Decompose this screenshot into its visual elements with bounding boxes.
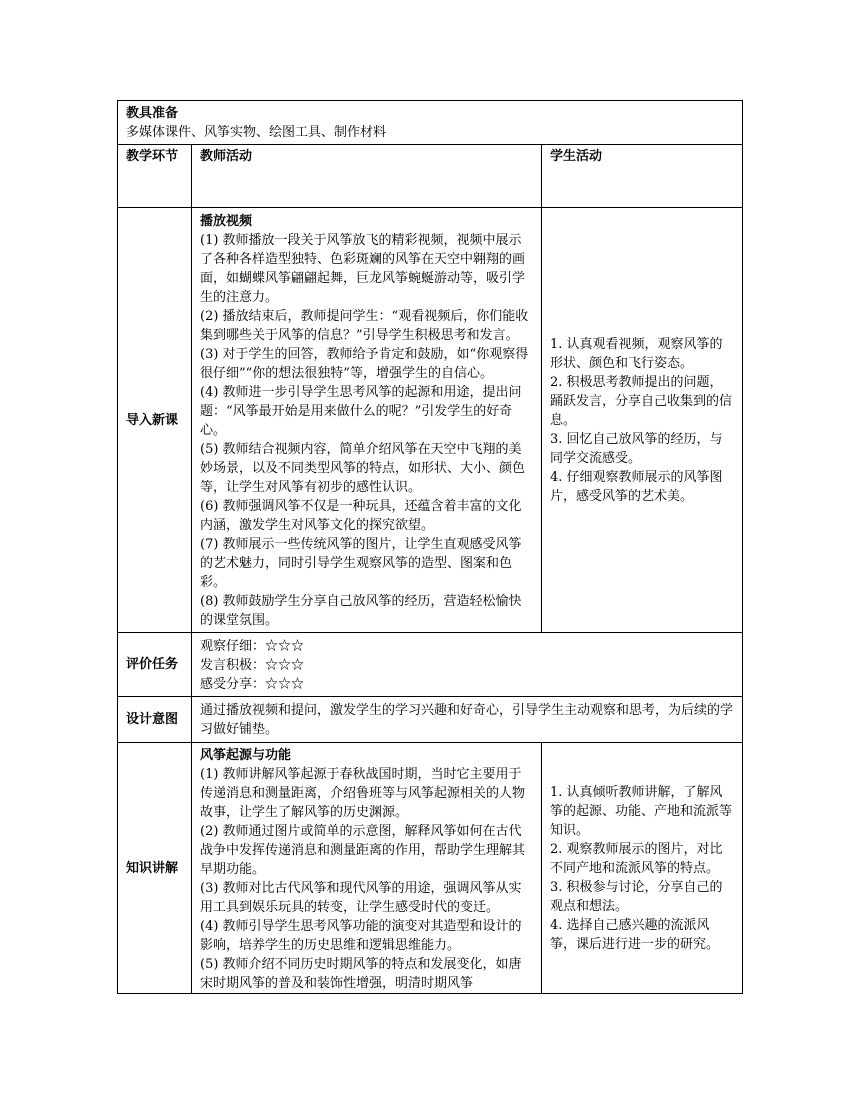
knowledge-student-item: 3. 积极参与讨论，分享自己的观点和想法。 — [550, 879, 723, 914]
prep-content: 多媒体课件、风筝实物、绘图工具、制作材料 — [126, 125, 387, 140]
knowledge-teacher-item: (3) 教师对比古代风筝和现代风筝的用途，强调风筝从实用工具到娱乐玩具的转变，让学生感受时代的变迁。 — [200, 881, 522, 915]
knowledge-teacher-item: (1) 教师讲解风筝起源于春秋战国时期，当时它主要用于传递消息和测量距离，介绍鲁班等与风筝起源相关的人物故事，让学生了解风筝的历史渊源。 — [200, 767, 526, 820]
intro-teacher-item: (4) 教师进一步引导学生思考风筝的起源和用途，提出问题：“风筝最开始是用来做什么的呢？”引发学生的好奇心。 — [200, 385, 522, 438]
design-content: 通过播放视频和提问，激发学生的学习兴趣和好奇心，引导学生主动观察和思考，为后续的学习做好铺垫。 — [192, 697, 743, 743]
knowledge-teacher-cell — [192, 743, 542, 994]
design-label: 设计意图 — [118, 697, 192, 743]
intro-teacher-item: (1) 教师播放一段关于风筝放飞的精彩视频，视频中展示了各种各样造型独特、色彩斑斓的风筝在天空中翱翔的画面，如蝴蝶风筝翩翩起舞，巨龙风筝蜿蜒游动等，吸引学生的注意力。 — [200, 233, 526, 305]
design-row — [118, 697, 743, 743]
intro-title: 播放视频 — [200, 214, 253, 229]
intro-teacher-item: (7) 教师展示一些传统风筝的图片，让学生直观感受风筝的艺术魅力，同时引导学生观察风筝的造型、图案和色彩。 — [200, 537, 522, 590]
knowledge-student-item: 2. 观察教师展示的图片，对比不同产地和流派风筝的特点。 — [550, 841, 723, 876]
prep-row — [118, 101, 743, 145]
evaluation-cell — [192, 633, 743, 697]
knowledge-teacher-item: (4) 教师引导学生思考风筝功能的演变对其造型和设计的影响，培养学生的历史思维和逻辑思维能力。 — [200, 919, 522, 953]
intro-teacher-item: (5) 教师结合视频内容，简单介绍风筝在天空中飞翔的美妙场景，以及不同类型风筝的特点，如形状、大小、颜色等，让学生对风筝有初步的感性认识。 — [200, 442, 526, 495]
intro-student-item: 1. 认真观看视频，观察风筝的形状、颜色和飞行姿态。 — [550, 336, 723, 371]
intro-teacher-cell — [192, 208, 542, 633]
knowledge-student-cell — [542, 743, 743, 994]
intro-teacher-item: (8) 教师鼓励学生分享自己放风筝的经历，营造轻松愉快的课堂氛围。 — [200, 594, 522, 628]
header-student: 学生活动 — [542, 145, 743, 208]
knowledge-teacher-item: (2) 教师通过图片或简单的示意图，解释风筝如何在古代战争中发挥传递消息和测量距离的作用，帮助学生理解其早期功能。 — [200, 824, 526, 877]
intro-teacher-item: (3) 对于学生的回答，教师给予肯定和鼓励，如“你观察得很仔细”“你的想法很独特”等，增强学生的自信心。 — [200, 347, 529, 381]
header-row — [118, 145, 743, 208]
knowledge-student-item: 4. 选择自己感兴趣的流派风筝，课后进行进一步的研究。 — [550, 917, 720, 952]
intro-student-item: 4. 仔细观察教师展示的风筝图片，感受风筝的艺术美。 — [550, 469, 723, 504]
evaluation-item: 感受分享：☆☆☆ — [200, 677, 305, 692]
intro-student-item: 2. 积极思考教师提出的问题，踊跃发言，分享自己收集到的信息。 — [550, 374, 733, 428]
evaluation-row — [118, 633, 743, 697]
evaluation-item: 观察仔细：☆☆☆ — [200, 639, 305, 654]
knowledge-teacher-item: (5) 教师介绍不同历史时期风筝的特点和发展变化，如唐宋时期风筝的普及和装饰性增强，明清时期风筝 — [200, 957, 522, 991]
knowledge-student-item: 1. 认真倾听教师讲解，了解风筝的起源、功能、产地和流派等知识。 — [550, 784, 733, 838]
intro-teacher-item: (2) 播放结束后，教师提问学生：“观看视频后，你们能收集到哪些关于风筝的信息？”引导学生积极思考和发言。 — [200, 309, 529, 343]
prep-cell — [118, 101, 743, 145]
intro-student-item: 3. 回忆自己放风筝的经历，与同学交流感受。 — [550, 431, 723, 466]
knowledge-row — [118, 743, 743, 994]
evaluation-item: 发言积极：☆☆☆ — [200, 658, 305, 673]
evaluation-label: 评价任务 — [118, 633, 192, 697]
intro-row — [118, 208, 743, 633]
knowledge-title: 风筝起源与功能 — [200, 748, 292, 763]
header-teacher: 教师活动 — [192, 145, 542, 208]
intro-student-cell — [542, 208, 743, 633]
header-stage: 教学环节 — [118, 145, 192, 208]
intro-teacher-item: (6) 教师强调风筝不仅是一种玩具，还蕴含着丰富的文化内涵，激发学生对风筝文化的探究欲望。 — [200, 499, 522, 533]
lesson-plan-table — [117, 100, 743, 994]
intro-label: 导入新课 — [118, 208, 192, 633]
prep-title: 教具准备 — [126, 106, 179, 121]
knowledge-label: 知识讲解 — [118, 743, 192, 994]
